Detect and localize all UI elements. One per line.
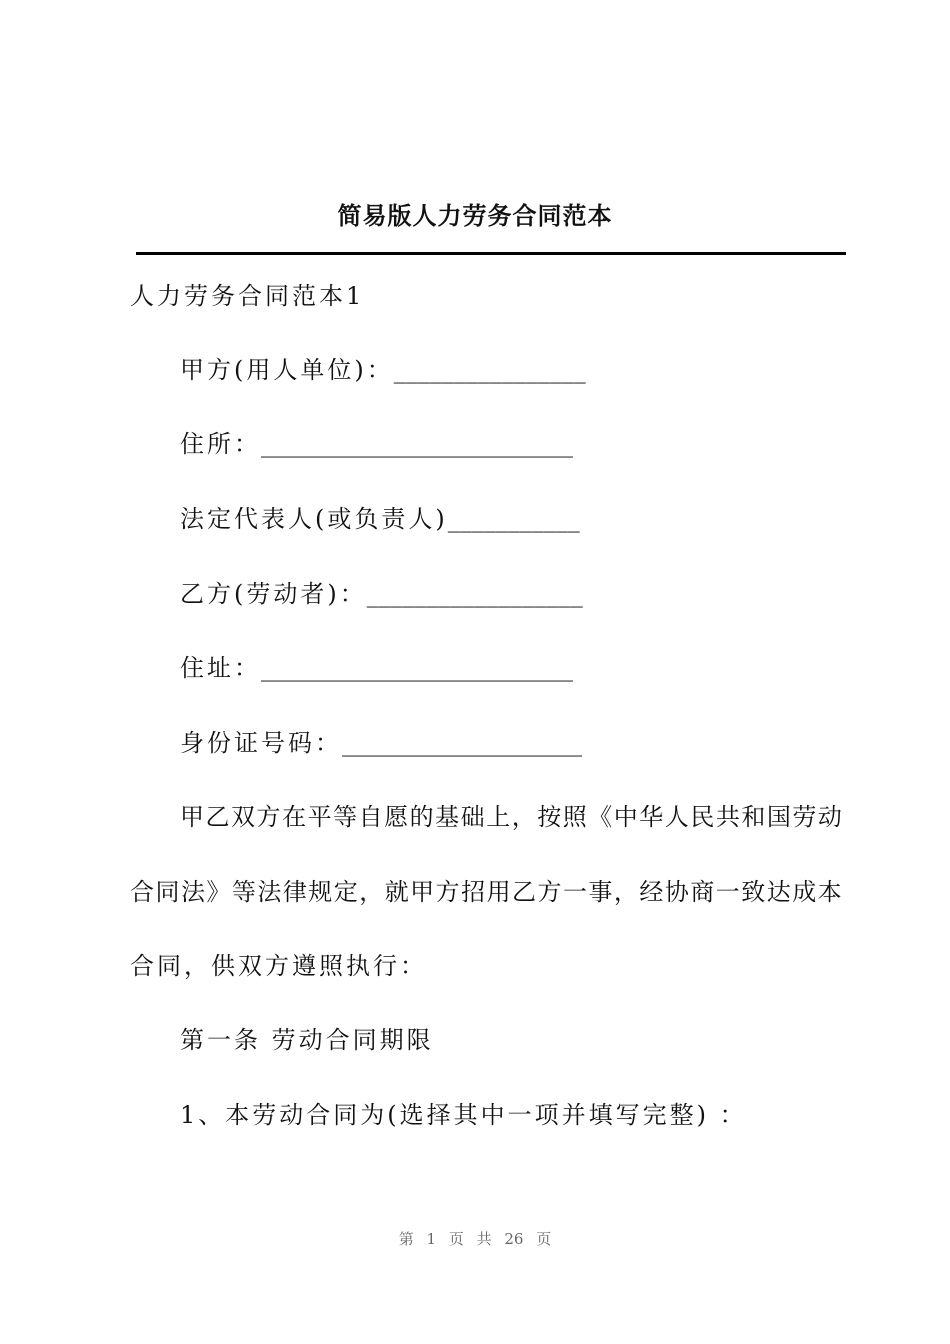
paragraph-char: 同 — [155, 878, 180, 906]
paragraph-char: 和 — [741, 803, 766, 831]
paragraph-char: 国 — [766, 803, 791, 831]
paragraph-char: 共 — [715, 803, 740, 831]
paragraph-char: 方 — [537, 878, 562, 906]
paragraph-char: 乙 — [205, 803, 230, 831]
clause-1: 1、本劳动合同为(选择其中一项并填写完整) ： — [180, 1101, 747, 1129]
paragraph-char: 双 — [231, 803, 256, 831]
paragraph-char: 甲 — [180, 803, 204, 831]
paragraph-char: 用 — [486, 878, 511, 906]
paragraph-char: 方 — [435, 878, 460, 906]
paragraph-char: 律 — [282, 878, 307, 906]
field-residence — [180, 428, 573, 460]
field-legal-representative-label: 法定代表人(或负责人) — [180, 505, 448, 533]
article-heading: 第一条 劳动合同期限 — [180, 1026, 434, 1054]
paragraph-char: 合 — [130, 878, 154, 906]
paragraph-char: 成 — [792, 878, 817, 906]
paragraph-char: 《 — [588, 803, 613, 831]
paragraph-line-1 — [180, 801, 842, 833]
title-divider — [136, 252, 846, 255]
paragraph-char: 等 — [333, 803, 358, 831]
field-employee-label: 乙方(劳动者)： — [180, 580, 367, 608]
field-employer-blank: ________________ — [393, 356, 586, 384]
paragraph-char: 中 — [613, 803, 638, 831]
paragraph-char: 照 — [562, 803, 587, 831]
paragraph-char: 一 — [715, 878, 740, 906]
page-number-footer: 第 1 页 共 26 页 — [398, 1230, 552, 1248]
paragraph-char: 方 — [256, 803, 281, 831]
paragraph-char: 乙 — [512, 878, 537, 906]
paragraph-char: 础 — [460, 803, 485, 831]
field-legal-representative-blank: ___________ — [447, 505, 580, 533]
field-employee — [180, 578, 583, 610]
paragraph-char: 达 — [766, 878, 791, 906]
paragraph-char: 等 — [231, 878, 256, 906]
paragraph-char: 民 — [690, 803, 715, 831]
paragraph-char: 法 — [180, 878, 205, 906]
field-id-number-blank: ____________________ — [342, 729, 582, 757]
paragraph-char: 按 — [537, 803, 562, 831]
paragraph-char: 经 — [639, 878, 664, 906]
paragraph-char: 的 — [409, 803, 434, 831]
paragraph-char: ， — [613, 878, 638, 906]
field-employer-label: 甲方(用人单位)： — [180, 356, 394, 384]
paragraph-char: 本 — [817, 878, 842, 906]
section-heading: 人力劳务合同范本1 — [130, 282, 365, 310]
paragraph-char: 人 — [664, 803, 689, 831]
field-address-label: 住址： — [180, 654, 261, 682]
paragraph-char: 动 — [817, 803, 842, 831]
field-residence-blank: __________________________ — [261, 430, 573, 458]
field-address-blank: __________________________ — [261, 654, 573, 682]
field-residence-label: 住所： — [180, 430, 261, 458]
paragraph-char: 自 — [358, 803, 383, 831]
paragraph-char: 愿 — [384, 803, 409, 831]
paragraph-char: 在 — [282, 803, 307, 831]
paragraph-char: 就 — [384, 878, 409, 906]
field-id-number — [180, 727, 582, 759]
paragraph-char: 协 — [664, 878, 689, 906]
paragraph-char: 华 — [639, 803, 664, 831]
paragraph-char: 商 — [690, 878, 715, 906]
field-employer — [180, 354, 586, 386]
paragraph-char: 规 — [308, 878, 333, 906]
paragraph-char: 招 — [461, 878, 486, 906]
paragraph-char: 致 — [741, 878, 766, 906]
paragraph-char: 》 — [206, 878, 231, 906]
paragraph-char: 事 — [588, 878, 613, 906]
paragraph-line-2 — [130, 876, 842, 908]
paragraph-char: 上 — [486, 803, 511, 831]
paragraph-char: 甲 — [410, 878, 435, 906]
paragraph-char: 劳 — [792, 803, 817, 831]
field-address — [180, 652, 573, 684]
paragraph-char: 基 — [435, 803, 460, 831]
paragraph-char: 法 — [257, 878, 282, 906]
field-id-number-label: 身份证号码： — [180, 729, 342, 757]
paragraph-char: 一 — [562, 878, 587, 906]
field-legal-representative — [180, 503, 580, 535]
document-title: 简易版人力劳务合同范本 — [337, 201, 613, 230]
paragraph-char: ， — [359, 878, 384, 906]
paragraph-char: 平 — [307, 803, 332, 831]
paragraph-char: 定 — [333, 878, 358, 906]
paragraph-line-3: 合同，供双方遵照执行： — [130, 952, 427, 980]
field-employee-blank: __________________ — [366, 580, 583, 608]
paragraph-char: ， — [511, 803, 536, 831]
